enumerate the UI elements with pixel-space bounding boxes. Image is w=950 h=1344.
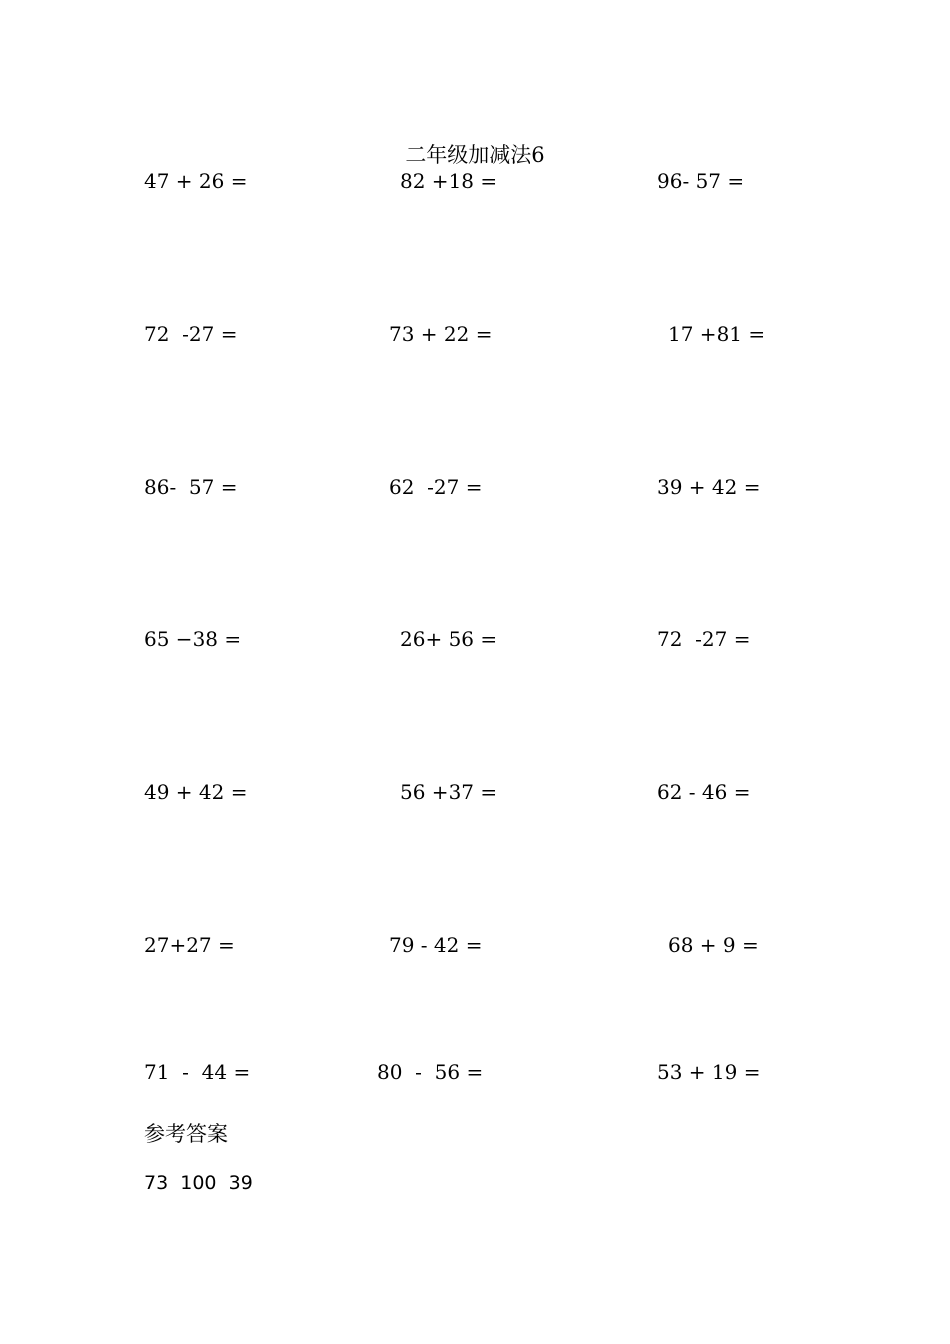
page-title: 二年级加减法6 xyxy=(405,143,545,167)
problem-r5-c1: 49 + 42 = xyxy=(144,780,248,804)
problem-r4-c3: 72 -27 = xyxy=(657,627,751,651)
problem-r3-c3: 39 + 42 = xyxy=(657,475,761,499)
problem-r7-c3: 53 + 19 = xyxy=(657,1060,761,1084)
problem-r7-c1: 71 - 44 = xyxy=(144,1060,251,1084)
problem-r2-c3: 17 +81 = xyxy=(668,322,766,346)
problem-r6-c1: 27+27 = xyxy=(144,933,235,957)
problem-r6-c3: 68 + 9 = xyxy=(668,933,759,957)
problem-r2-c2: 73 + 22 = xyxy=(389,322,493,346)
problem-r7-c2: 80 - 56 = xyxy=(377,1060,484,1084)
problem-r1-c2: 82 +18 = xyxy=(400,169,498,193)
problem-r3-c1: 86- 57 = xyxy=(144,475,238,499)
problem-r6-c2: 79 - 42 = xyxy=(389,933,483,957)
problem-r4-c1: 65 −38 = xyxy=(144,627,242,651)
problem-r2-c1: 72 -27 = xyxy=(144,322,238,346)
problem-r1-c1: 47 + 26 = xyxy=(144,169,248,193)
problem-r5-c3: 62 - 46 = xyxy=(657,780,751,804)
problem-r4-c2: 26+ 56 = xyxy=(400,627,498,651)
problem-r5-c2: 56 +37 = xyxy=(400,780,498,804)
answers-line: 73 100 39 xyxy=(144,1172,253,1194)
problem-r1-c3: 96- 57 = xyxy=(657,169,745,193)
problem-r3-c2: 62 -27 = xyxy=(389,475,483,499)
answers-heading: 参考答案 xyxy=(144,1122,228,1146)
